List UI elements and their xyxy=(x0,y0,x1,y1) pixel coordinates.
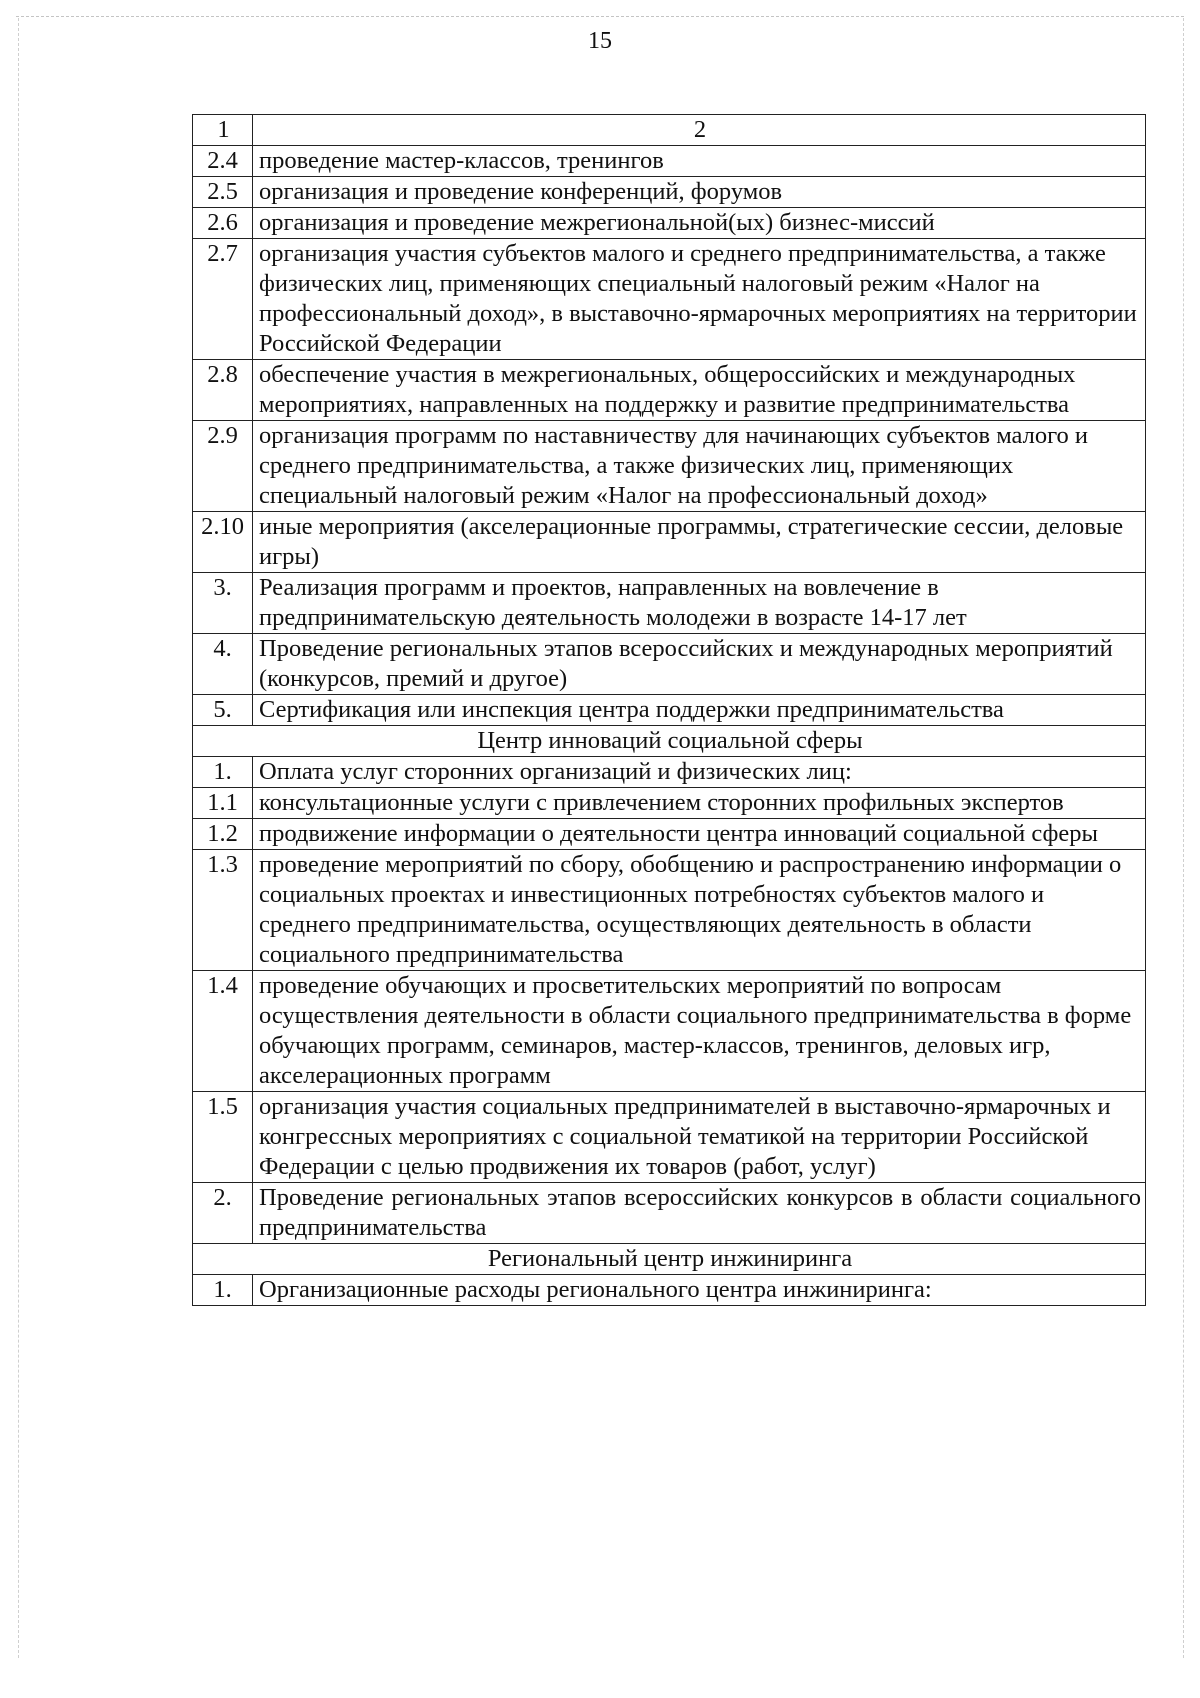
table-row xyxy=(193,208,1146,239)
row-number: 2. xyxy=(193,1183,253,1244)
row-number: 2.8 xyxy=(193,360,253,421)
table-body xyxy=(193,115,1146,1306)
row-number: 2.9 xyxy=(193,421,253,512)
section-heading: Центр инноваций социальной сферы xyxy=(193,726,1146,757)
page-number: 15 xyxy=(588,28,612,54)
table-row xyxy=(193,146,1146,177)
row-number: 2.10 xyxy=(193,512,253,573)
row-description: организация участия субъектов малого и среднего предпринимательства, а также физических лиц, применяющих специальный налоговый режим «Налог на профессиональный доход», в выставочно-ярмарочных мероприятиях на территории Российской Федерации xyxy=(253,239,1146,360)
row-number: 2.7 xyxy=(193,239,253,360)
row-number: 5. xyxy=(193,695,253,726)
row-description: организация программ по наставничеству для начинающих субъектов малого и среднего предпринимательства, а также физических лиц, применяющих специальный налоговый режим «Налог на профессиональный доход» xyxy=(253,421,1146,512)
row-description: иные мероприятия (акселерационные программы, стратегические сессии, деловые игры) xyxy=(253,512,1146,573)
row-number: 4. xyxy=(193,634,253,695)
table-row xyxy=(193,634,1146,695)
row-description: Организационные расходы регионального центра инжиниринга: xyxy=(253,1275,1146,1306)
row-number: 1.4 xyxy=(193,971,253,1092)
table-row xyxy=(193,695,1146,726)
table-row xyxy=(193,971,1146,1092)
section-heading: Региональный центр инжиниринга xyxy=(193,1244,1146,1275)
table-row xyxy=(193,1092,1146,1183)
row-description: Оплата услуг сторонних организаций и физических лиц: xyxy=(253,757,1146,788)
scan-border-top xyxy=(16,16,1184,17)
row-number: 1.2 xyxy=(193,819,253,850)
section-heading-row xyxy=(193,726,1146,757)
row-description: организация участия социальных предпринимателей в выставочно-ярмарочных и конгрессных мероприятиях с социальной тематикой на территории Российской Федерации с целью продвижения их товаров (работ, услуг) xyxy=(253,1092,1146,1183)
scan-border-right xyxy=(1183,18,1184,1658)
row-description: проведение мастер-классов, тренингов xyxy=(253,146,1146,177)
row-description: Реализация программ и проектов, направленных на вовлечение в предпринимательскую деятельность молодежи в возрасте 14-17 лет xyxy=(253,573,1146,634)
table-row xyxy=(193,819,1146,850)
table-row xyxy=(193,788,1146,819)
row-number: 1.3 xyxy=(193,850,253,971)
row-number: 1.1 xyxy=(193,788,253,819)
row-description: Сертификация или инспекция центра поддержки предпринимательства xyxy=(253,695,1146,726)
row-description: организация и проведение межрегиональной(ых) бизнес-миссий xyxy=(253,208,1146,239)
table-row xyxy=(193,177,1146,208)
table-row xyxy=(193,1183,1146,1244)
table-row xyxy=(193,850,1146,971)
row-number: 2.5 xyxy=(193,177,253,208)
header-col-2: 2 xyxy=(253,115,1146,146)
table-row xyxy=(193,421,1146,512)
row-number: 1.5 xyxy=(193,1092,253,1183)
row-number: 3. xyxy=(193,573,253,634)
row-number: 2.6 xyxy=(193,208,253,239)
table-row xyxy=(193,360,1146,421)
row-description: Проведение региональных этапов всероссийских конкурсов в области социального предпринимательства xyxy=(253,1183,1146,1244)
table-header-row xyxy=(193,115,1146,146)
row-description: проведение мероприятий по сбору, обобщению и распространению информации о социальных проектах и инвестиционных потребностях субъектов малого и среднего предпринимательства, осуществляющих деятельность в области социального предпринимательства xyxy=(253,850,1146,971)
row-description: организация и проведение конференций, форумов xyxy=(253,177,1146,208)
row-number: 1. xyxy=(193,757,253,788)
header-col-1: 1 xyxy=(193,115,253,146)
table-row xyxy=(193,512,1146,573)
row-description: консультационные услуги с привлечением сторонних профильных экспертов xyxy=(253,788,1146,819)
row-description: Проведение региональных этапов всероссийских и международных мероприятий (конкурсов, премий и другое) xyxy=(253,634,1146,695)
table-row xyxy=(193,1275,1146,1306)
scan-border-left xyxy=(18,18,19,1658)
row-number: 2.4 xyxy=(193,146,253,177)
table-row xyxy=(193,239,1146,360)
table-row xyxy=(193,757,1146,788)
row-description: проведение обучающих и просветительских мероприятий по вопросам осуществления деятельности в области социального предпринимательства в форме обучающих программ, семинаров, мастер-классов, тренингов, деловых игр, акселерационных программ xyxy=(253,971,1146,1092)
measures-table xyxy=(192,114,1146,1306)
row-description: обеспечение участия в межрегиональных, общероссийских и международных мероприятиях, направленных на поддержку и развитие предпринимательства xyxy=(253,360,1146,421)
row-number: 1. xyxy=(193,1275,253,1306)
row-description: продвижение информации о деятельности центра инноваций социальной сферы xyxy=(253,819,1146,850)
section-heading-row xyxy=(193,1244,1146,1275)
table-row xyxy=(193,573,1146,634)
